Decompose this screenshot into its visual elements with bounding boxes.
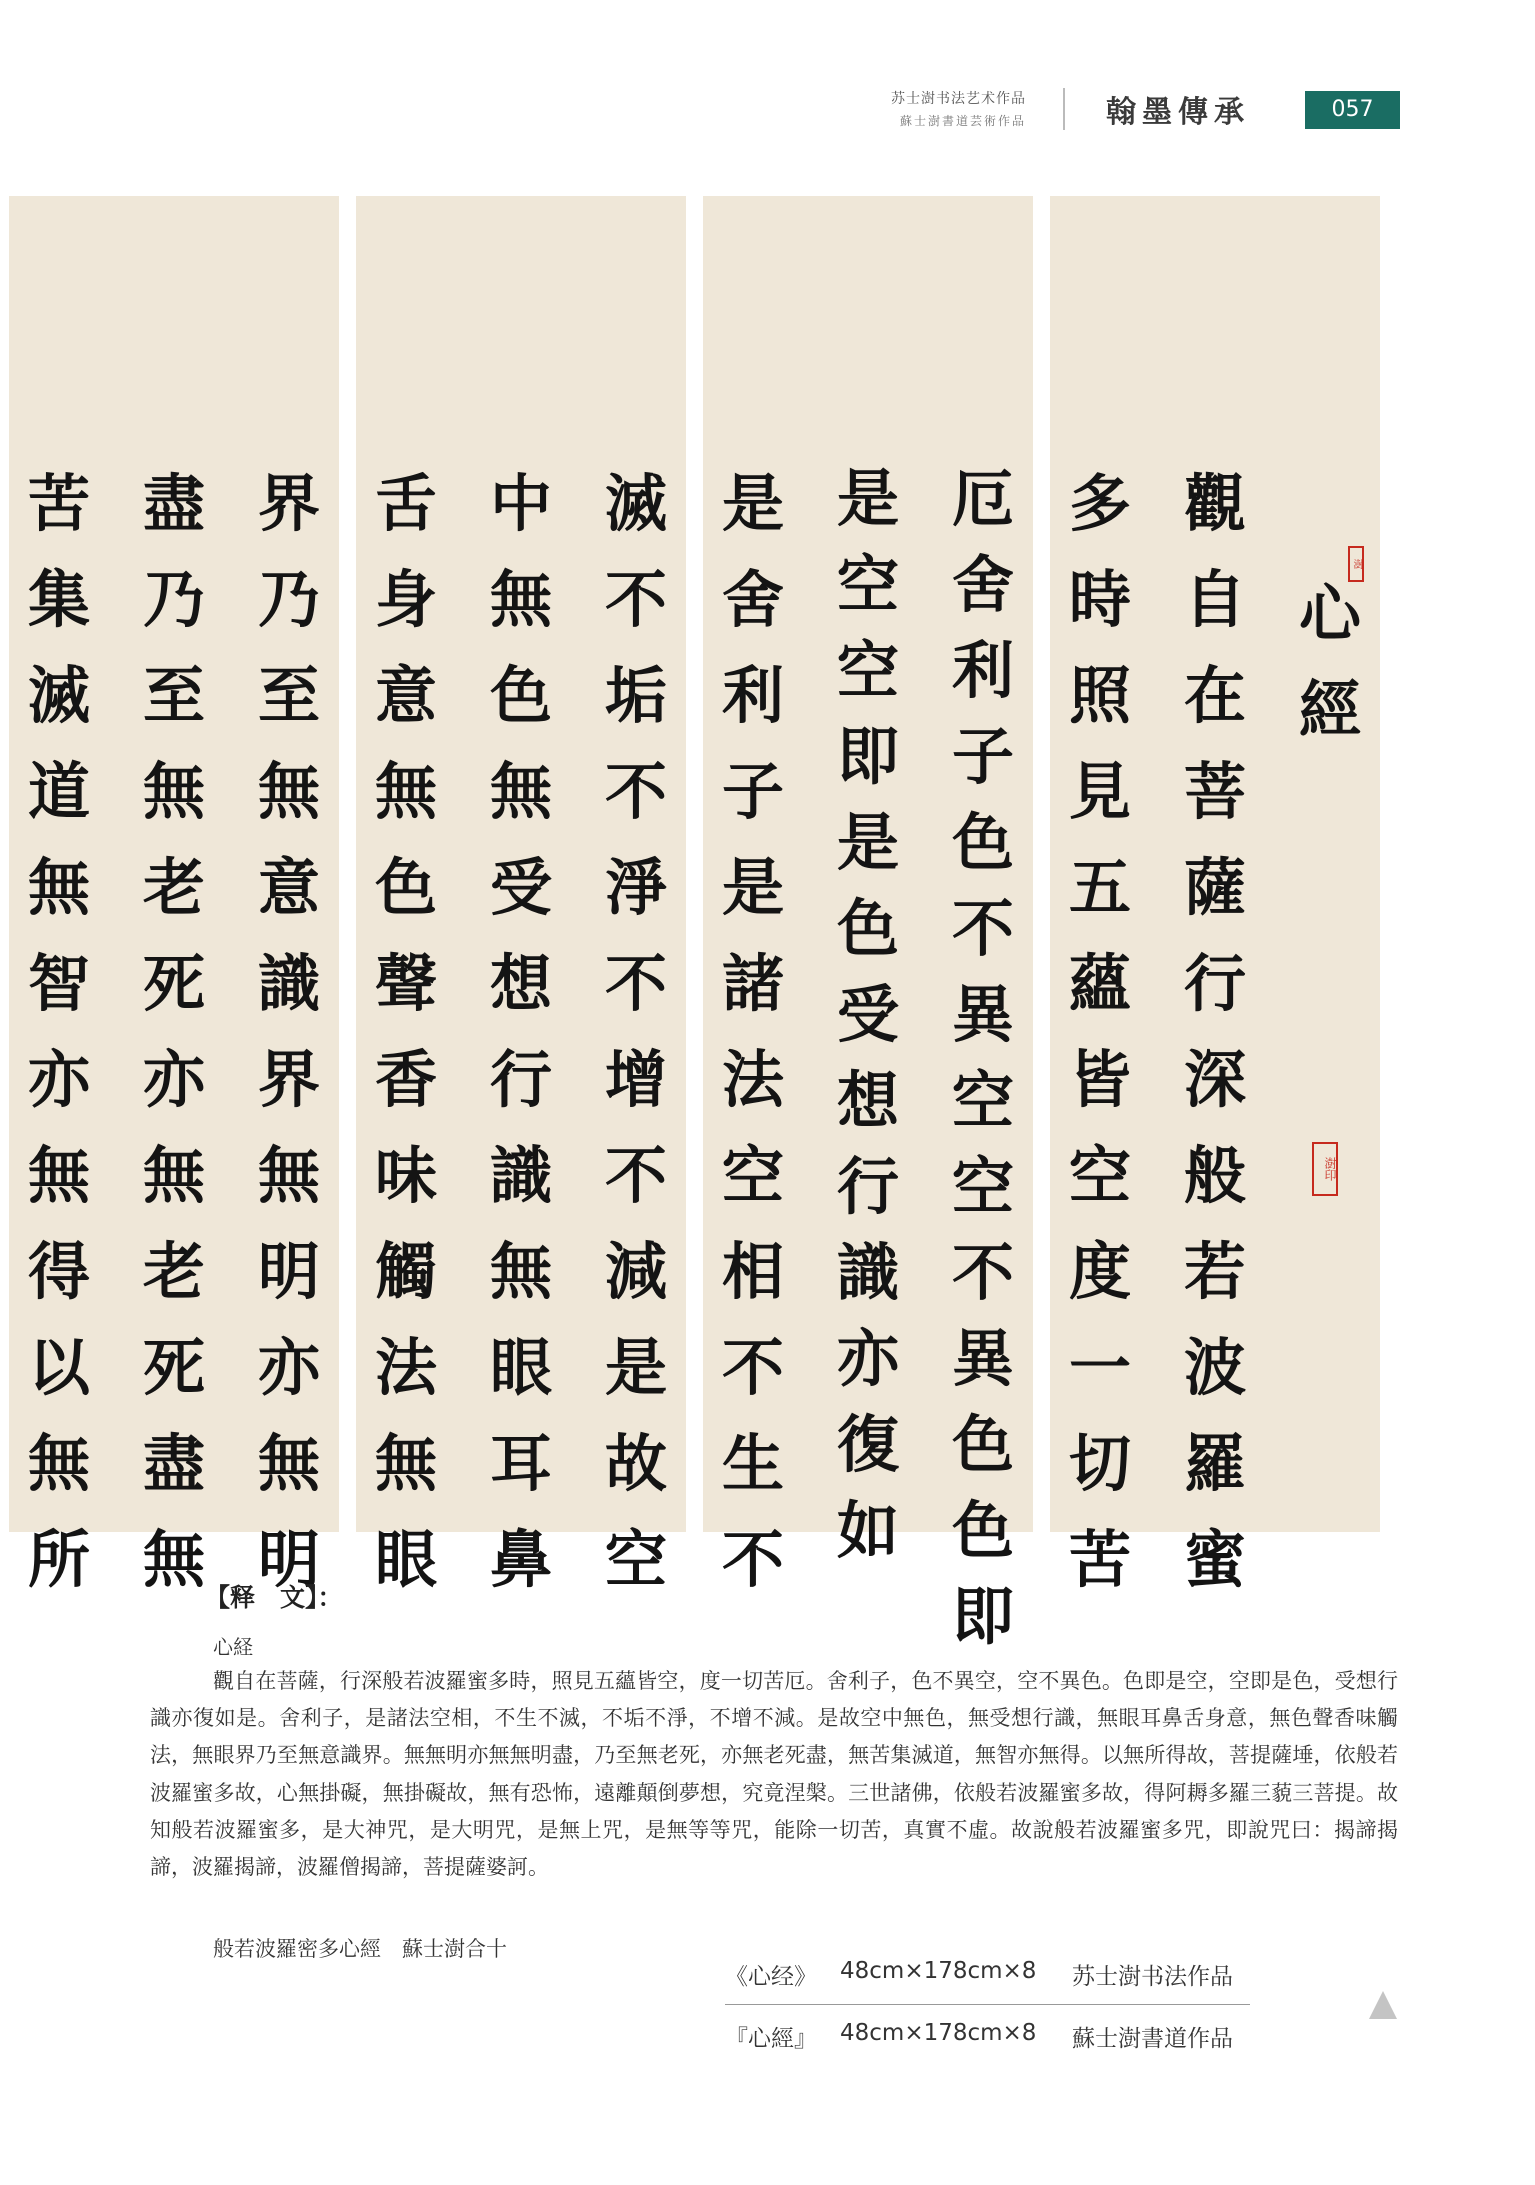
calligraphy-character: 利	[951, 634, 1014, 707]
calligraphy-character: 無	[257, 1427, 320, 1500]
calligraphy-character: 一	[1068, 1331, 1131, 1404]
calligraphy-column	[598, 456, 674, 1608]
calligraphy-character: 識	[836, 1236, 899, 1309]
calligraphy-column	[251, 456, 327, 1608]
calligraphy-panel-4	[1050, 196, 1380, 1596]
calligraphy-character: 波	[1183, 1331, 1246, 1404]
calligraphy-character: 受	[836, 978, 899, 1051]
calligraphy-character: 乃	[142, 563, 205, 636]
header-subtitle-simplified: 苏士澍书法艺术作品	[891, 91, 1026, 107]
calligraphy-character: 在	[1183, 659, 1246, 732]
calligraphy-character: 法	[374, 1331, 437, 1404]
transcription-heading: 【释 文】：	[205, 1583, 343, 1612]
calligraphy-character: 滅	[604, 467, 667, 540]
calligraphy-character: 空	[951, 1064, 1014, 1137]
caption-title: 《心经》	[725, 1964, 817, 1990]
caption-size: 48cm×178cm×8	[840, 2020, 1037, 2046]
calligraphy-character: 受	[489, 851, 552, 924]
calligraphy-character: 減	[604, 1235, 667, 1308]
calligraphy-character: 意	[257, 851, 320, 924]
calligraphy-character: 空	[721, 1139, 784, 1212]
calligraphy-character: 苦	[27, 467, 90, 540]
calligraphy-character: 時	[1068, 563, 1131, 636]
calligraphy-character: 色	[374, 851, 437, 924]
calligraphy-character: 滅	[27, 659, 90, 732]
calligraphy-character: 舌	[374, 467, 437, 540]
calligraphy-character: 羅	[1183, 1427, 1246, 1500]
calligraphy-character: 無	[489, 563, 552, 636]
calligraphy-character: 亦	[27, 1043, 90, 1116]
calligraphy-character: 無	[142, 1139, 205, 1212]
calligraphy-character: 是	[604, 1331, 667, 1404]
calligraphy-character: 苦	[1068, 1523, 1131, 1596]
calligraphy-character: 復	[836, 1408, 899, 1481]
calligraphy-character: 法	[721, 1043, 784, 1116]
calligraphy-character: 死	[142, 1331, 205, 1404]
calligraphy-character: 觀	[1183, 467, 1246, 540]
calligraphy-character: 無	[374, 1427, 437, 1500]
transcription-title: 心経	[213, 1635, 253, 1659]
calligraphy-character: 不	[604, 563, 667, 636]
calligraphy-character: 異	[951, 1322, 1014, 1395]
calligraphy-character: 不	[951, 892, 1014, 965]
calligraphy-character: 味	[374, 1139, 437, 1212]
calligraphy-character: 界	[257, 1043, 320, 1116]
header-subtitle-traditional: 蘇士澍書道芸術作品	[899, 114, 1026, 128]
calligraphy-column	[830, 456, 906, 1574]
calligraphy-character: 空	[836, 548, 899, 621]
calligraphy-character: 行	[836, 1150, 899, 1223]
caption-size: 48cm×178cm×8	[840, 1958, 1037, 1984]
calligraphy-character: 生	[721, 1427, 784, 1500]
calligraphy-character: 盡	[142, 1427, 205, 1500]
caption-simplified	[725, 1958, 1255, 1991]
calligraphy-character: 聲	[374, 947, 437, 1020]
calligraphy-character: 蘊	[1068, 947, 1131, 1020]
caption-work: 苏士澍书法作品	[1072, 1964, 1233, 1990]
calligraphy-character: 自	[1183, 563, 1246, 636]
page-number: 057	[1305, 91, 1400, 129]
calligraphy-character: 明	[257, 1235, 320, 1308]
calligraphy-character: 明	[257, 1523, 320, 1596]
calligraphy-character: 老	[142, 851, 205, 924]
calligraphy-character: 若	[1183, 1235, 1246, 1308]
calligraphy-character: 行	[1183, 947, 1246, 1020]
triangle-icon	[1369, 1991, 1397, 2019]
caption-work: 蘇士澍書道作品	[1072, 2026, 1233, 2052]
calligraphy-character: 眼	[489, 1331, 552, 1404]
calligraphy-character: 智	[27, 947, 90, 1020]
calligraphy-character: 無	[489, 755, 552, 828]
calligraphy-character: 亦	[257, 1331, 320, 1404]
calligraphy-column	[945, 456, 1021, 1660]
calligraphy-character: 想	[836, 1064, 899, 1137]
calligraphy-character: 以	[27, 1331, 90, 1404]
calligraphy-character: 照	[1068, 659, 1131, 732]
calligraphy-character: 行	[489, 1043, 552, 1116]
calligraphy-character: 不	[604, 1139, 667, 1212]
calligraphy-character: 死	[142, 947, 205, 1020]
calligraphy-character: 不	[721, 1523, 784, 1596]
calligraphy-character: 色	[951, 1494, 1014, 1567]
calligraphy-character: 度	[1068, 1235, 1131, 1308]
calligraphy-character: 色	[951, 806, 1014, 879]
calligraphy-character: 異	[951, 978, 1014, 1051]
calligraphy-character: 色	[489, 659, 552, 732]
calligraphy-column	[1177, 456, 1253, 1608]
calligraphy-character: 空	[951, 1150, 1014, 1223]
calligraphy-character: 色	[836, 892, 899, 965]
calligraphy-character: 集	[27, 563, 90, 636]
calligraphy-column	[1292, 566, 1368, 758]
calligraphy-character: 故	[604, 1427, 667, 1500]
calligraphy-character: 不	[604, 947, 667, 1020]
calligraphy-character: 老	[142, 1235, 205, 1308]
calligraphy-character: 無	[489, 1235, 552, 1308]
caption-traditional	[725, 2020, 1255, 2053]
calligraphy-character: 身	[374, 563, 437, 636]
calligraphy-character: 不	[721, 1331, 784, 1404]
calligraphy-character: 如	[836, 1494, 899, 1567]
calligraphy-character: 亦	[142, 1043, 205, 1116]
calligraphy-character: 垢	[604, 659, 667, 732]
calligraphy-character: 無	[27, 1139, 90, 1212]
calligraphy-character: 五	[1068, 851, 1131, 924]
calligraphy-character: 耳	[489, 1427, 552, 1500]
calligraphy-panel-2	[356, 196, 686, 1596]
calligraphy-character: 即	[951, 1580, 1014, 1653]
calligraphy-character: 無	[257, 1139, 320, 1212]
calligraphy-character: 無	[142, 1523, 205, 1596]
calligraphy-character: 不	[604, 755, 667, 828]
seal-stamp-small: 澍	[1348, 546, 1364, 582]
calligraphy-character: 是	[836, 806, 899, 879]
calligraphy-character: 般	[1183, 1139, 1246, 1212]
calligraphy-character: 想	[489, 947, 552, 1020]
calligraphy-character: 色	[951, 1408, 1014, 1481]
calligraphy-panel-3	[703, 196, 1033, 1653]
calligraphy-character: 至	[142, 659, 205, 732]
calligraphy-character: 得	[27, 1235, 90, 1308]
calligraphy-character: 空	[604, 1523, 667, 1596]
calligraphy-character: 蜜	[1183, 1523, 1246, 1596]
calligraphy-character: 淨	[604, 851, 667, 924]
calligraphy-character: 所	[27, 1523, 90, 1596]
calligraphy-character: 菩	[1183, 755, 1246, 828]
calligraphy-character: 皆	[1068, 1043, 1131, 1116]
calligraphy-character: 無	[27, 851, 90, 924]
calligraphy-character: 識	[489, 1139, 552, 1212]
calligraphy-character: 即	[836, 720, 899, 793]
calligraphy-character: 多	[1068, 467, 1131, 540]
calligraphy-character: 諸	[721, 947, 784, 1020]
calligraphy-character: 是	[721, 467, 784, 540]
header-logo: 翰墨傳承	[1106, 95, 1250, 130]
calligraphy-character: 厄	[951, 462, 1014, 535]
calligraphy-character: 深	[1183, 1043, 1246, 1116]
calligraphy-character: 是	[836, 462, 899, 535]
calligraphy-character: 識	[257, 947, 320, 1020]
header-divider	[1063, 88, 1065, 130]
calligraphy-character: 舍	[721, 563, 784, 636]
calligraphy-character: 子	[721, 755, 784, 828]
calligraphy-character: 眼	[374, 1523, 437, 1596]
calligraphy-character: 無	[374, 755, 437, 828]
calligraphy-column	[368, 456, 444, 1608]
calligraphy-character: 空	[1068, 1139, 1131, 1212]
calligraphy-character: 無	[27, 1427, 90, 1500]
calligraphy-character: 不	[951, 1236, 1014, 1309]
calligraphy-character: 鼻	[489, 1523, 552, 1596]
calligraphy-character: 舍	[951, 548, 1014, 621]
calligraphy-column	[136, 456, 212, 1608]
calligraphy-character: 見	[1068, 755, 1131, 828]
calligraphy-character: 中	[489, 467, 552, 540]
calligraphy-character: 相	[721, 1235, 784, 1308]
transcription-body: 觀自在菩薩，行深般若波羅蜜多時，照見五蘊皆空，度一切苦厄。舍利子，色不異空，空不異色。色即是空，空即是色，受想行識亦復如是。舍利子，是諸法空相，不生不滅，不垢不淨，不增不減。是故空中無色，無受想行識，無眼耳鼻舌身意，無色聲香味觸法，無眼界乃至無意識界。無無明亦無無明盡，乃至無老死，亦無老死盡，無苦集滅道，無智亦無得。以無所得故，菩提薩埵，依般若波羅蜜多故，心無掛礙，無掛礙故，無有恐怖，遠離顛倒夢想，究竟涅槃。三世諸佛，依般若波羅蜜多故，得阿耨多羅三藐三菩提。故知般若波羅蜜多，是大神咒，是大明咒，是無上咒，是無等等咒，能除一切苦，真實不虛。故說般若波羅蜜多咒，即說咒曰：揭諦揭諦，波羅揭諦，波羅僧揭諦，菩提薩婆訶。	[150, 1669, 1398, 1880]
calligraphy-character: 至	[257, 659, 320, 732]
calligraphy-character: 增	[604, 1043, 667, 1116]
transcription-signature: 般若波羅密多心經 蘇士澍合十	[213, 1937, 507, 1961]
seal-stamp: 澍印	[1312, 1142, 1338, 1196]
calligraphy-character: 切	[1068, 1427, 1131, 1500]
calligraphy-character: 無	[142, 755, 205, 828]
calligraphy-character: 心	[1298, 577, 1361, 650]
calligraphy-character: 乃	[257, 563, 320, 636]
calligraphy-character: 子	[951, 720, 1014, 793]
calligraphy-character: 香	[374, 1043, 437, 1116]
calligraphy-column	[715, 456, 791, 1608]
calligraphy-character: 薩	[1183, 851, 1246, 924]
calligraphy-column	[1062, 456, 1138, 1608]
calligraphy-character: 亦	[836, 1322, 899, 1395]
calligraphy-character: 觸	[374, 1235, 437, 1308]
calligraphy-column	[21, 456, 97, 1608]
calligraphy-character: 盡	[142, 467, 205, 540]
caption-divider	[725, 2004, 1250, 2005]
calligraphy-character: 意	[374, 659, 437, 732]
calligraphy-character: 是	[721, 851, 784, 924]
calligraphy-character: 界	[257, 467, 320, 540]
calligraphy-panel-1	[9, 196, 339, 1596]
calligraphy-character: 空	[836, 634, 899, 707]
calligraphy-character: 無	[257, 755, 320, 828]
caption-title: 『心經』	[725, 2026, 817, 2052]
calligraphy-character: 經	[1298, 673, 1361, 746]
calligraphy-column	[483, 456, 559, 1608]
calligraphy-character: 道	[27, 755, 90, 828]
calligraphy-character: 利	[721, 659, 784, 732]
